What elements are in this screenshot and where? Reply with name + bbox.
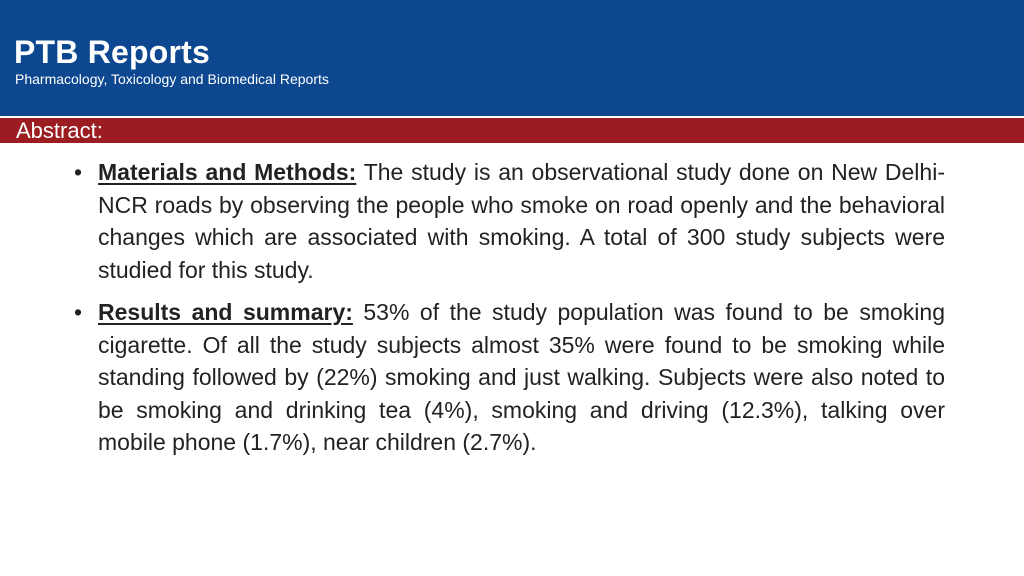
bullet-dot-icon: • bbox=[74, 159, 83, 185]
section-title: Abstract: bbox=[16, 118, 103, 143]
brand-subtitle: Pharmacology, Toxicology and Biomedical Reports bbox=[15, 71, 329, 87]
bullet-dot-icon: • bbox=[74, 299, 83, 325]
bullet-results-summary bbox=[74, 296, 945, 459]
bullet-materials-methods bbox=[74, 156, 945, 286]
bullet-text: The study is an observational study done on New Delhi-NCR roads by observing the people who smoke on road openly and the behavioral changes which are associated with smoking. A total of 300 study subjects were studied for this study. bbox=[98, 159, 945, 283]
header-banner bbox=[0, 0, 1024, 116]
bullet-label: Materials and Methods: bbox=[98, 159, 357, 185]
bullet-label: Results and summary: bbox=[98, 299, 353, 325]
abstract-content bbox=[74, 156, 945, 469]
section-bar bbox=[0, 118, 1024, 143]
bullet-text: 53% of the study population was found to be smoking cigarette. Of all the study subjects almost 35% were found to be smoking while standing followed by (22%) smoking and just walking. Subjects were also noted to be smoking and drinking tea (4%), smoking and driving (12.3%), talking over mobile phone (1.7%), near children (2.7%). bbox=[98, 299, 945, 455]
brand-title: PTB Reports bbox=[14, 34, 210, 70]
